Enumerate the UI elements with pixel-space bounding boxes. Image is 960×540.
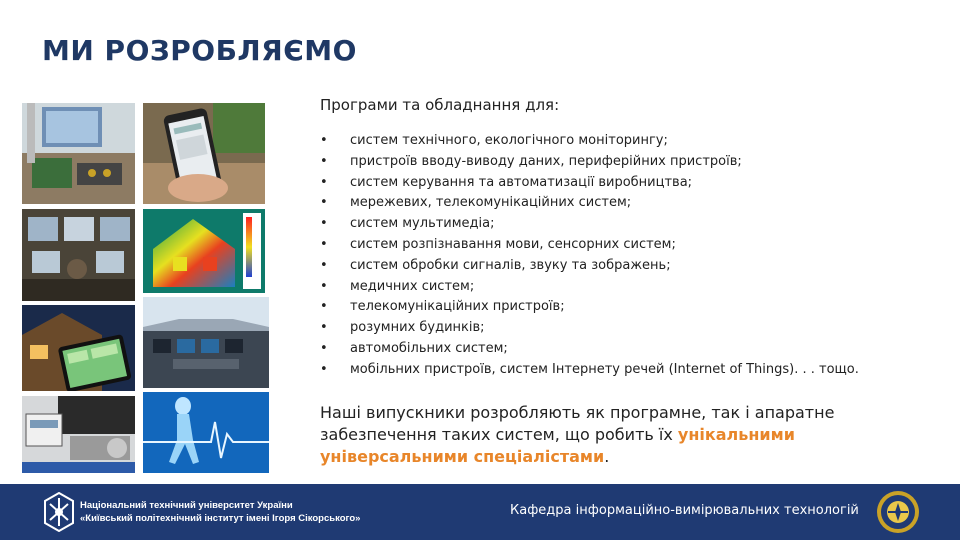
- list-item-text: систем розпізнавання мови, сенсорних систем;: [350, 236, 676, 252]
- university-logo-icon: [44, 492, 74, 532]
- bullet-icon: •: [320, 236, 328, 252]
- summary-text-before: Наші випускники розробляють як програмне, так і апаратне забезпечення таких систем, що робить їх: [320, 403, 835, 444]
- list-item-text: медичних систем;: [350, 278, 475, 294]
- list-item-text: систем обробки сигналів, звуку та зображень;: [350, 257, 671, 273]
- smartphone-photo: [143, 103, 265, 204]
- bullet-icon: •: [320, 320, 328, 336]
- list-item-text: мобільних пристроїв, систем Інтернету речей (Internet of Things). . . тощо.: [350, 361, 859, 377]
- bullet-icon: •: [320, 340, 328, 356]
- electronics-lab-photo: [22, 103, 135, 204]
- list-item-text: телекомунікаційних пристроїв;: [350, 299, 565, 315]
- university-name-line1: Національний технічний університет України: [80, 500, 293, 511]
- list-item-text: мережевих, телекомунікаційних систем;: [350, 195, 632, 211]
- bullet-icon: •: [320, 278, 328, 294]
- list-item-text: пристроїв вводу-виводу даних, периферійних пристроїв;: [350, 153, 742, 169]
- bullet-list: [320, 131, 930, 381]
- summary-text: [320, 402, 880, 468]
- university-name: [80, 499, 360, 525]
- list-item: [320, 297, 930, 318]
- bullet-icon: •: [320, 174, 328, 190]
- list-item: [320, 131, 930, 152]
- bullet-icon: •: [320, 133, 328, 148]
- department-emblem-icon: [876, 490, 920, 534]
- bullet-icon: •: [320, 361, 328, 377]
- bullet-icon: •: [320, 216, 328, 232]
- list-item: [320, 193, 930, 214]
- list-item-text: розумних будинків;: [350, 320, 485, 336]
- list-item: [320, 235, 930, 256]
- list-item: [320, 318, 930, 339]
- list-item: [320, 152, 930, 173]
- page-title: МИ РОЗРОБЛЯЄМО: [42, 34, 357, 67]
- list-item: [320, 256, 930, 277]
- industrial-machine-photo: [22, 396, 135, 473]
- smart-home-tablet-photo: [22, 305, 135, 391]
- intro-text: Програми та обладнання для:: [320, 96, 560, 114]
- summary-text-after: .: [604, 447, 610, 466]
- control-room-photo: [22, 209, 135, 301]
- list-item-text: систем технічного, екологічного моніторингу;: [350, 133, 668, 148]
- bullet-icon: •: [320, 257, 328, 273]
- summary-highlight: унікальними універсальними спеціалістами: [320, 425, 795, 466]
- list-item-text: автомобільних систем;: [350, 340, 508, 356]
- university-name-line2: «Київський політехнічний інститут імені Ігоря Сікорського»: [80, 513, 361, 524]
- bullet-icon: •: [320, 195, 328, 211]
- thermal-image-house-photo: [143, 209, 265, 293]
- list-item: [320, 360, 930, 381]
- bullet-icon: •: [320, 153, 328, 169]
- list-item: [320, 173, 930, 194]
- list-item: [320, 277, 930, 298]
- list-item: [320, 214, 930, 235]
- aircraft-cockpit-photo: [143, 297, 269, 388]
- medical-xray-ecg-photo: [143, 392, 269, 473]
- list-item-text: систем мультимедіа;: [350, 216, 495, 232]
- footer-bar: [0, 484, 960, 540]
- bullet-icon: •: [320, 299, 328, 315]
- list-item-text: систем керування та автоматизації виробництва;: [350, 174, 693, 190]
- list-item: [320, 339, 930, 360]
- department-name: Кафедра інформаційно-вимірювальних технологій: [510, 503, 859, 518]
